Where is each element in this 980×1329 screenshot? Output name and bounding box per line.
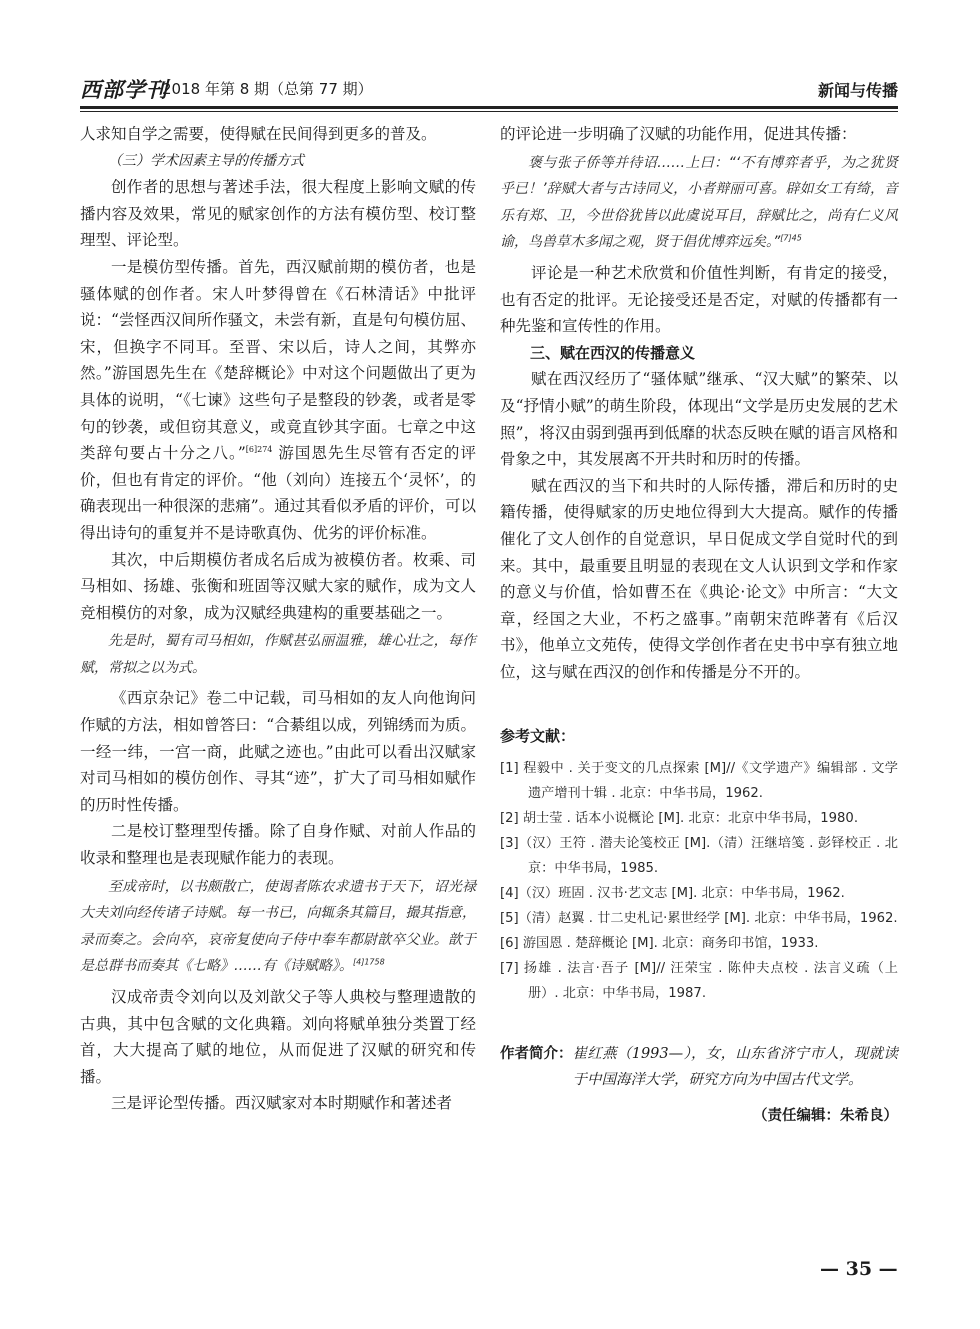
paragraph-text: 游国恩先生尽管有否定的评价，但也有肯定的评价。“他（刘向）连接五个‘灵怀’，的确表现出一种很深的悲痛”。通过其看似矛盾的评价，可以得出诗句的重复并不是诗歌真伪、优劣的评价标准。 [80, 444, 476, 542]
quote-text: 至成帝时，以书颇散亡，使谒者陈农求遗书于天下，诏光禄大夫刘向经传诸子诗赋。每一书已，向辄条其篇目，撮其指意，录而奏之。会向卒，哀帝复使向子侍中奉车都尉歆卒父业。歆于是总群书而奏其《七略》……有《诗赋略》。 [80, 878, 476, 975]
reference-item: [3]（汉）王符 . 潜夫论笺校正 [M].（清）汪继培笺 . 彭铎校正 . 北京：中华书局，1985. [500, 836, 898, 877]
paragraph: 其次，中后期模仿者成名后成为被模仿者。枚乘、司马相如、扬雄、张衡和班固等汉赋大家的赋作，成为文人竞相模仿的对象，成为汉赋经典建构的重要基础之一。 [80, 550, 476, 622]
header-rule [80, 106, 898, 109]
reference-item: [7] 扬雄 . 法言·吾子 [M]// 汪荣宝 . 陈仲夫点校 . 法言义疏（上册）. 北京：中华书局，1987. [500, 961, 898, 1002]
quote-text: 褒与张子侨等并待诏……上曰：“‘不有博弈者乎，为之犹贤乎已！’辞赋大者与古诗同义，小者辩丽可喜。辟如女工有绮，音乐有郑、卫，今世俗犹皆以此虞说耳目，辞赋比之，尚有仁义风谕，鸟兽草木多闻之观，贤于倡优博弈远矣。” [500, 154, 898, 251]
references-title: 参考文献： [500, 727, 576, 746]
paragraph: 《西京杂记》卷二中记载，司马相如的友人向他询问作赋的方法，相如曾答曰：“合綦组以成，列锦绣而为质。一经一纬，一宫一商，此赋之迹也。”由此可以看出汉赋家对司马相如的模仿创作、寻其“迹”，扩大了司马相如赋作的历时性传播。 [80, 689, 476, 814]
section-heading: 三、赋在西汉的传播意义 [530, 343, 696, 362]
citation: [6]274 [245, 444, 273, 454]
paragraph: 创作者的思想与著述手法，很大程度上影响文赋的传播内容及效果，常见的赋家创作的方法有模仿型、校订整理型、评论型。 [80, 178, 476, 250]
paragraph: 的评论进一步明确了汉赋的功能作用，促进其传播： [500, 125, 857, 143]
reference-item: [5]（清）赵翼 . 廿二史札记·累世经学 [M]. 北京：中华书局，1962. [500, 911, 898, 927]
reference-item: [6] 游国恩 . 楚辞概论 [M]. 北京：商务印书馆，1933. [500, 936, 819, 952]
author-text: 崔红燕（1993—），女，山东省济宁市人，现就读于中国海洋大学，研究方向为中国古代文学。 [572, 1046, 898, 1088]
running-header [80, 70, 898, 106]
paragraph: 汉成帝责令刘向以及刘歆父子等人典校与整理遗散的古典，其中包含赋的文化典籍。刘向将赋单独分类置丁经首，大大提高了赋的地位，从而促进了汉赋的研究和传播。 [80, 988, 476, 1086]
reference-item: [2] 胡士莹 . 话本小说概论 [M]. 北京：北京中华书局，1980. [500, 811, 859, 827]
right-column [500, 121, 898, 1130]
block-quote: 先是时，蜀有司马相如，作赋甚弘丽温雅，雄心壮之，每作赋，常拟之以为式。 [80, 633, 476, 676]
paragraph: 评论是一种艺术欣赏和价值性判断，有肯定的接受，也有否定的批评。无论接受还是否定，对赋的传播都有一种先鉴和宣传性的作用。 [500, 263, 898, 336]
subheading: （三）学术因素主导的传播方式 [108, 152, 304, 169]
reference-item: [1] 程毅中 . 关于变文的几点探索 [M]//《文学遗产》编辑部 . 文学遗产增刊十辑 . 北京：中华书局，1962. [500, 761, 898, 802]
issue-info: 2018 年第 8 期（总第 77 期） [162, 80, 373, 98]
author-label: 作者简介： [500, 1046, 573, 1063]
journal-brand: 西部学刊 [80, 77, 168, 102]
paragraph-text: 一是模仿型传播。首先，西汉赋前期的模仿者，也是骚体赋的创作者。宋人叶梦得曾在《石林清话》中批评说：“尝怪西汉间所作骚文，未尝有新，直是句句模仿屈、宋，但换字不同耳。至晋、宋以后，诗人之间，其弊亦然。”游国恩先生在《楚辞概论》中对这个问题做出了更为具体的说明，“《七谏》这些句子是整段的钞袭，或者是零句的钞袭，或但窃其意义，或竟直钞其字面。七章之中这类辞句要占十分之八。” [80, 257, 476, 463]
author-bio [500, 1042, 898, 1093]
paragraph: 人求知自学之需要，使得赋在民间得到更多的普及。 [80, 125, 437, 143]
paragraph: 三是评论型传播。西汉赋家对本时期赋作和著述者 [111, 1094, 453, 1113]
reference-list [500, 756, 898, 1006]
paragraph [80, 254, 476, 547]
paragraph: 二是校订整理型传播。除了自身作赋、对前人作品的收录和整理也是表现赋作能力的表现。 [80, 822, 476, 868]
citation: [7]45 [780, 233, 802, 243]
responsible-editor: （责任编辑：朱希良） [753, 1108, 898, 1125]
block-quote [500, 150, 898, 256]
header-rule-thin [80, 111, 898, 112]
left-column [80, 121, 476, 1117]
paragraph: 赋在西汉的当下和共时的人际传播，滞后和历时的史籍传播，使得赋家的历史地位得到大大提高。赋作的传播催化了文人创作的自觉意识，早日促成文学自觉时代的到来。其中，最重要且明显的表现在文人认识到文学和作家的意义与价值，恰如曹丕在《典论·论文》中所言：“大文章，经国之大业，不朽之盛事。”南朝宋范晔著有《后汉书》，他单立文苑传，使得文学创作者在史书中享有独立地位，这与赋在西汉的创作和传播是分不开的。 [500, 476, 898, 681]
reference-item: [4]（汉）班固 . 汉书·艺文志 [M]. 北京：中华书局，1962. [500, 886, 845, 902]
section-title: 新闻与传播 [817, 81, 898, 100]
citation: [4]1758 [353, 957, 385, 967]
page-number: — 35 — [820, 1258, 898, 1280]
block-quote [80, 874, 476, 980]
paragraph: 赋在西汉经历了“骚体赋”继承、“汉大赋”的繁荣、以及“抒情小赋”的萌生阶段，体现出“文学是历史发展的艺术照”，将汉由弱到强再到低靡的状态反映在赋的语言风格和骨象之中，其发展离不开共时和历时的传播。 [500, 370, 898, 469]
